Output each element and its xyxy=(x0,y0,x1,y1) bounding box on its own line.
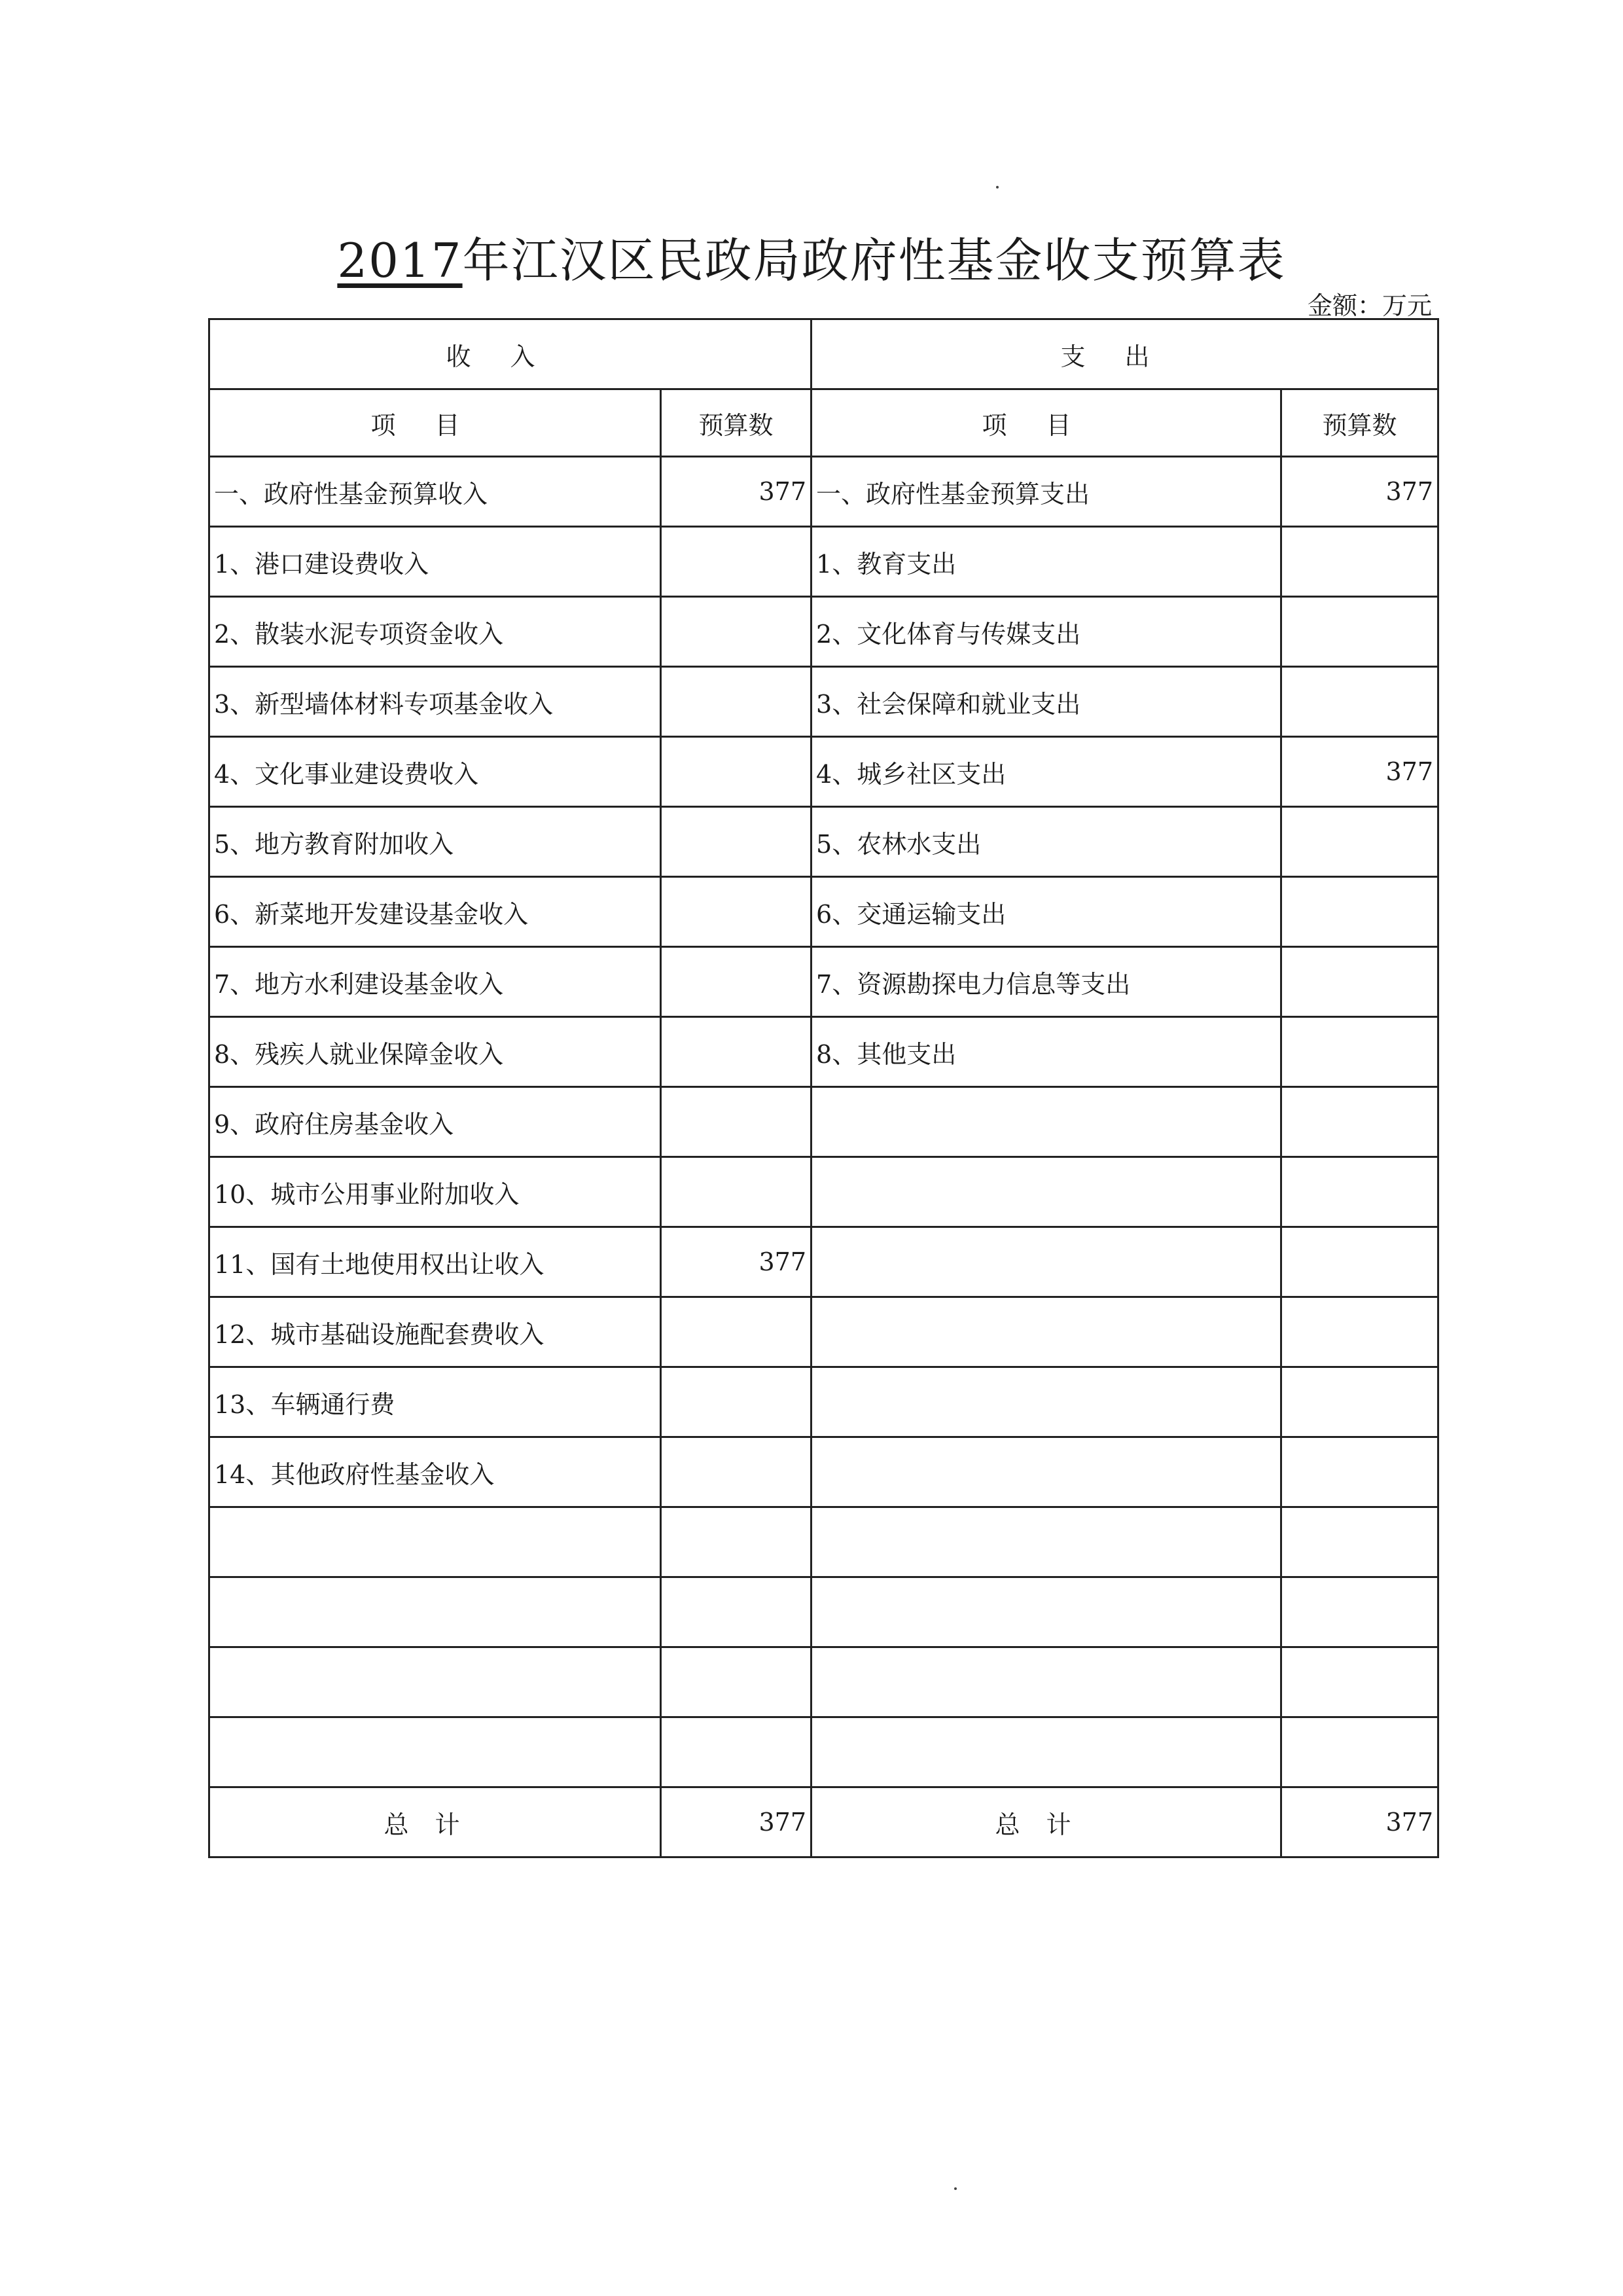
income-value-cell xyxy=(661,1157,812,1227)
title-text: 年江汉区民政局政府性基金收支预算表 xyxy=(462,233,1286,288)
expense-item-cell: 2、文化体育与传媒支出 xyxy=(812,597,1281,667)
table-row xyxy=(209,1087,1438,1157)
table-row xyxy=(209,947,1438,1017)
table-row xyxy=(209,527,1438,597)
expense-value-cell xyxy=(1281,527,1438,597)
expense-value-cell xyxy=(1281,1507,1438,1577)
expense-value-cell xyxy=(1281,1717,1438,1787)
table-row xyxy=(209,737,1438,807)
table-row xyxy=(209,1367,1438,1437)
expense-item-cell xyxy=(812,1297,1281,1367)
title-year: 2017 xyxy=(337,233,463,288)
scan-speck xyxy=(996,186,999,188)
expense-item-cell xyxy=(812,1577,1281,1647)
expense-section-header: 支出 xyxy=(812,319,1438,389)
expense-item-cell: 7、资源勘探电力信息等支出 xyxy=(812,947,1281,1017)
expense-item-cell xyxy=(812,1367,1281,1437)
income-section-header: 收入 xyxy=(209,319,812,389)
expense-item-cell xyxy=(812,1507,1281,1577)
expense-value-cell xyxy=(1281,1367,1438,1437)
income-item-cell xyxy=(209,1647,661,1717)
income-value-cell xyxy=(661,1647,812,1717)
table-row xyxy=(209,597,1438,667)
expense-value-cell xyxy=(1281,947,1438,1017)
income-value-cell xyxy=(661,877,812,947)
expense-value-cell xyxy=(1281,1647,1438,1717)
expense-value-cell xyxy=(1281,877,1438,947)
income-item-cell: 14、其他政府性基金收入 xyxy=(209,1437,661,1507)
table-row xyxy=(209,877,1438,947)
page-title xyxy=(0,223,1623,291)
income-item-cell: 11、国有土地使用权出让收入 xyxy=(209,1227,661,1297)
expense-value-cell: 377 xyxy=(1281,457,1438,527)
expense-total-label: 总计 xyxy=(812,1787,1281,1857)
income-value-cell xyxy=(661,1577,812,1647)
income-item-cell: 8、残疾人就业保障金收入 xyxy=(209,1017,661,1087)
income-value-cell xyxy=(661,1087,812,1157)
income-value-cell: 377 xyxy=(661,457,812,527)
table-row xyxy=(209,1437,1438,1507)
income-value-cell xyxy=(661,807,812,877)
expense-item-cell: 一、政府性基金预算支出 xyxy=(812,457,1281,527)
expense-total-value: 377 xyxy=(1281,1787,1438,1857)
income-item-cell: 12、城市基础设施配套费收入 xyxy=(209,1297,661,1367)
income-item-cell: 7、地方水利建设基金收入 xyxy=(209,947,661,1017)
expense-value-cell: 377 xyxy=(1281,737,1438,807)
expense-item-cell: 5、农林水支出 xyxy=(812,807,1281,877)
unit-label: 金额：万元 xyxy=(1307,291,1432,320)
table-row xyxy=(209,457,1438,527)
expense-item-cell xyxy=(812,1157,1281,1227)
expense-item-cell xyxy=(812,1227,1281,1297)
table-row xyxy=(209,1577,1438,1647)
expense-item-cell xyxy=(812,1717,1281,1787)
income-item-cell: 5、地方教育附加收入 xyxy=(209,807,661,877)
income-item-cell: 13、车辆通行费 xyxy=(209,1367,661,1437)
income-value-cell xyxy=(661,1717,812,1787)
income-item-cell: 9、政府住房基金收入 xyxy=(209,1087,661,1157)
income-value-cell xyxy=(661,947,812,1017)
table-row xyxy=(209,807,1438,877)
table-row xyxy=(209,1647,1438,1717)
expense-value-cell xyxy=(1281,667,1438,737)
expense-item-cell xyxy=(812,1647,1281,1717)
scan-speck xyxy=(954,2187,957,2190)
income-value-cell xyxy=(661,1017,812,1087)
income-total-label: 总计 xyxy=(209,1787,661,1857)
income-item-cell xyxy=(209,1717,661,1787)
table-row xyxy=(209,1157,1438,1227)
income-value-cell xyxy=(661,1297,812,1367)
income-item-cell: 1、港口建设费收入 xyxy=(209,527,661,597)
income-budget-header: 预算数 xyxy=(661,389,812,457)
budget-table xyxy=(208,318,1439,1858)
expense-item-cell xyxy=(812,1087,1281,1157)
income-item-cell: 4、文化事业建设费收入 xyxy=(209,737,661,807)
income-total-value: 377 xyxy=(661,1787,812,1857)
column-header-row xyxy=(209,389,1438,457)
expense-value-cell xyxy=(1281,1087,1438,1157)
expense-item-cell: 3、社会保障和就业支出 xyxy=(812,667,1281,737)
table-row xyxy=(209,1017,1438,1087)
income-value-cell xyxy=(661,737,812,807)
expense-value-cell xyxy=(1281,807,1438,877)
expense-item-cell: 4、城乡社区支出 xyxy=(812,737,1281,807)
income-value-cell xyxy=(661,1437,812,1507)
expense-value-cell xyxy=(1281,1577,1438,1647)
total-row xyxy=(209,1787,1438,1857)
expense-item-cell xyxy=(812,1437,1281,1507)
income-item-cell: 一、政府性基金预算收入 xyxy=(209,457,661,527)
section-header-row xyxy=(209,319,1438,389)
income-item-header: 项目 xyxy=(209,389,661,457)
table-row xyxy=(209,1507,1438,1577)
expense-item-cell: 8、其他支出 xyxy=(812,1017,1281,1087)
income-item-cell xyxy=(209,1507,661,1577)
expense-item-header: 项目 xyxy=(812,389,1281,457)
income-item-cell: 10、城市公用事业附加收入 xyxy=(209,1157,661,1227)
income-item-cell xyxy=(209,1577,661,1647)
income-value-cell xyxy=(661,597,812,667)
expense-item-cell: 6、交通运输支出 xyxy=(812,877,1281,947)
expense-value-cell xyxy=(1281,1017,1438,1087)
income-value-cell xyxy=(661,667,812,737)
expense-budget-header: 预算数 xyxy=(1281,389,1438,457)
table-row xyxy=(209,1297,1438,1367)
income-value-cell xyxy=(661,1507,812,1577)
table-row xyxy=(209,667,1438,737)
income-item-cell: 3、新型墙体材料专项基金收入 xyxy=(209,667,661,737)
expense-value-cell xyxy=(1281,1157,1438,1227)
expense-item-cell: 1、教育支出 xyxy=(812,527,1281,597)
income-value-cell: 377 xyxy=(661,1227,812,1297)
expense-value-cell xyxy=(1281,1227,1438,1297)
expense-value-cell xyxy=(1281,1437,1438,1507)
income-value-cell xyxy=(661,1367,812,1437)
income-item-cell: 6、新菜地开发建设基金收入 xyxy=(209,877,661,947)
income-value-cell xyxy=(661,527,812,597)
table-row xyxy=(209,1227,1438,1297)
income-item-cell: 2、散装水泥专项资金收入 xyxy=(209,597,661,667)
expense-value-cell xyxy=(1281,597,1438,667)
expense-value-cell xyxy=(1281,1297,1438,1367)
table-row xyxy=(209,1717,1438,1787)
